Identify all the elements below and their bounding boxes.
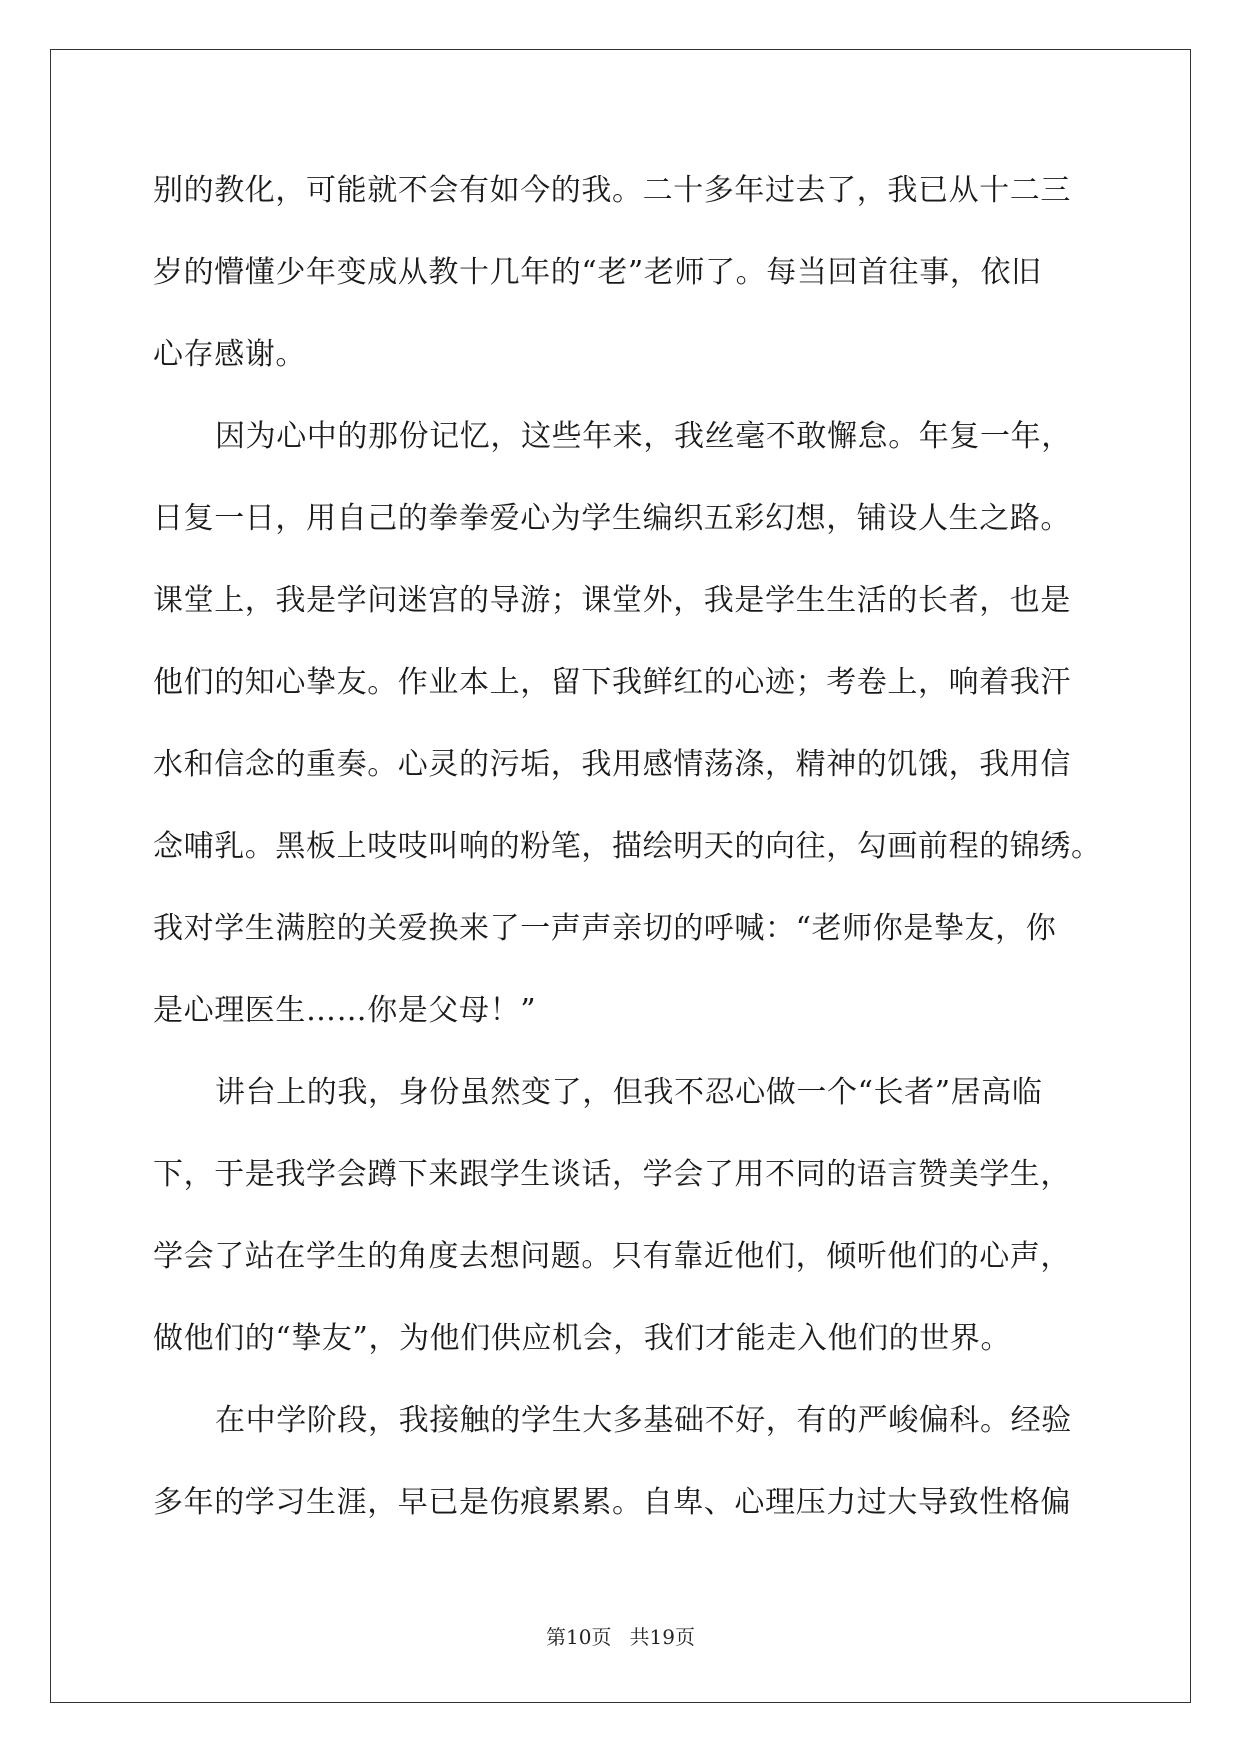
text-line: 学会了站在学生的角度去想问题。只有靠近他们，倾听他们的心声， xyxy=(153,1239,1071,1274)
paragraph-start-line: 讲台上的我，身份虽然变了，但我不忍心做一个“长者”居高临 xyxy=(215,1075,1043,1110)
paragraph-start-line: 在中学阶段，我接触的学生大多基础不好，有的严峻偏科。经验 xyxy=(215,1403,1072,1438)
text-line: 日复一日，用自己的拳拳爱心为学生编织五彩幻想，铺设人生之路。 xyxy=(153,501,1071,536)
text-line: 课堂上，我是学问迷宫的导游；课堂外，我是学生生活的长者，也是 xyxy=(153,583,1071,618)
text-line: 我对学生满腔的关爱换来了一声声亲切的呼喊：“老师你是挚友，你 xyxy=(153,911,1057,946)
text-line: 念哺乳。黑板上吱吱叫响的粉笔，描绘明天的向往，勾画前程的锦绣。 xyxy=(153,829,1102,864)
page-footer xyxy=(0,1625,1241,1649)
text-line: 水和信念的重奏。心灵的污垢，我用感情荡涤，精神的饥饿，我用信 xyxy=(153,747,1071,782)
text-line: 做他们的“挚友”，为他们供应机会，我们才能走入他们的世界。 xyxy=(153,1321,1012,1356)
page-number: 第10页 xyxy=(546,1625,612,1649)
page-total: 共19页 xyxy=(629,1625,695,1649)
text-line: 他们的知心挚友。作业本上，留下我鲜红的心迹；考卷上，响着我汗 xyxy=(153,665,1071,700)
text-line: 别的教化，可能就不会有如今的我。二十多年过去了，我已从十二三 xyxy=(153,173,1071,208)
page-border xyxy=(50,49,1191,1703)
text-line: 心存感谢。 xyxy=(153,337,306,372)
text-line: 是心理医生……你是父母！” xyxy=(153,993,537,1028)
text-line: 岁的懵懂少年变成从教十几年的“老”老师了。每当回首往事，依旧 xyxy=(153,255,1042,290)
text-line: 下，于是我学会蹲下来跟学生谈话，学会了用不同的语言赞美学生， xyxy=(153,1157,1071,1192)
paragraph-start-line: 因为心中的那份记忆，这些年来，我丝毫不敢懈怠。年复一年， xyxy=(215,419,1072,454)
text-line: 多年的学习生涯，早已是伤痕累累。自卑、心理压力过大导致性格偏 xyxy=(153,1485,1071,1520)
